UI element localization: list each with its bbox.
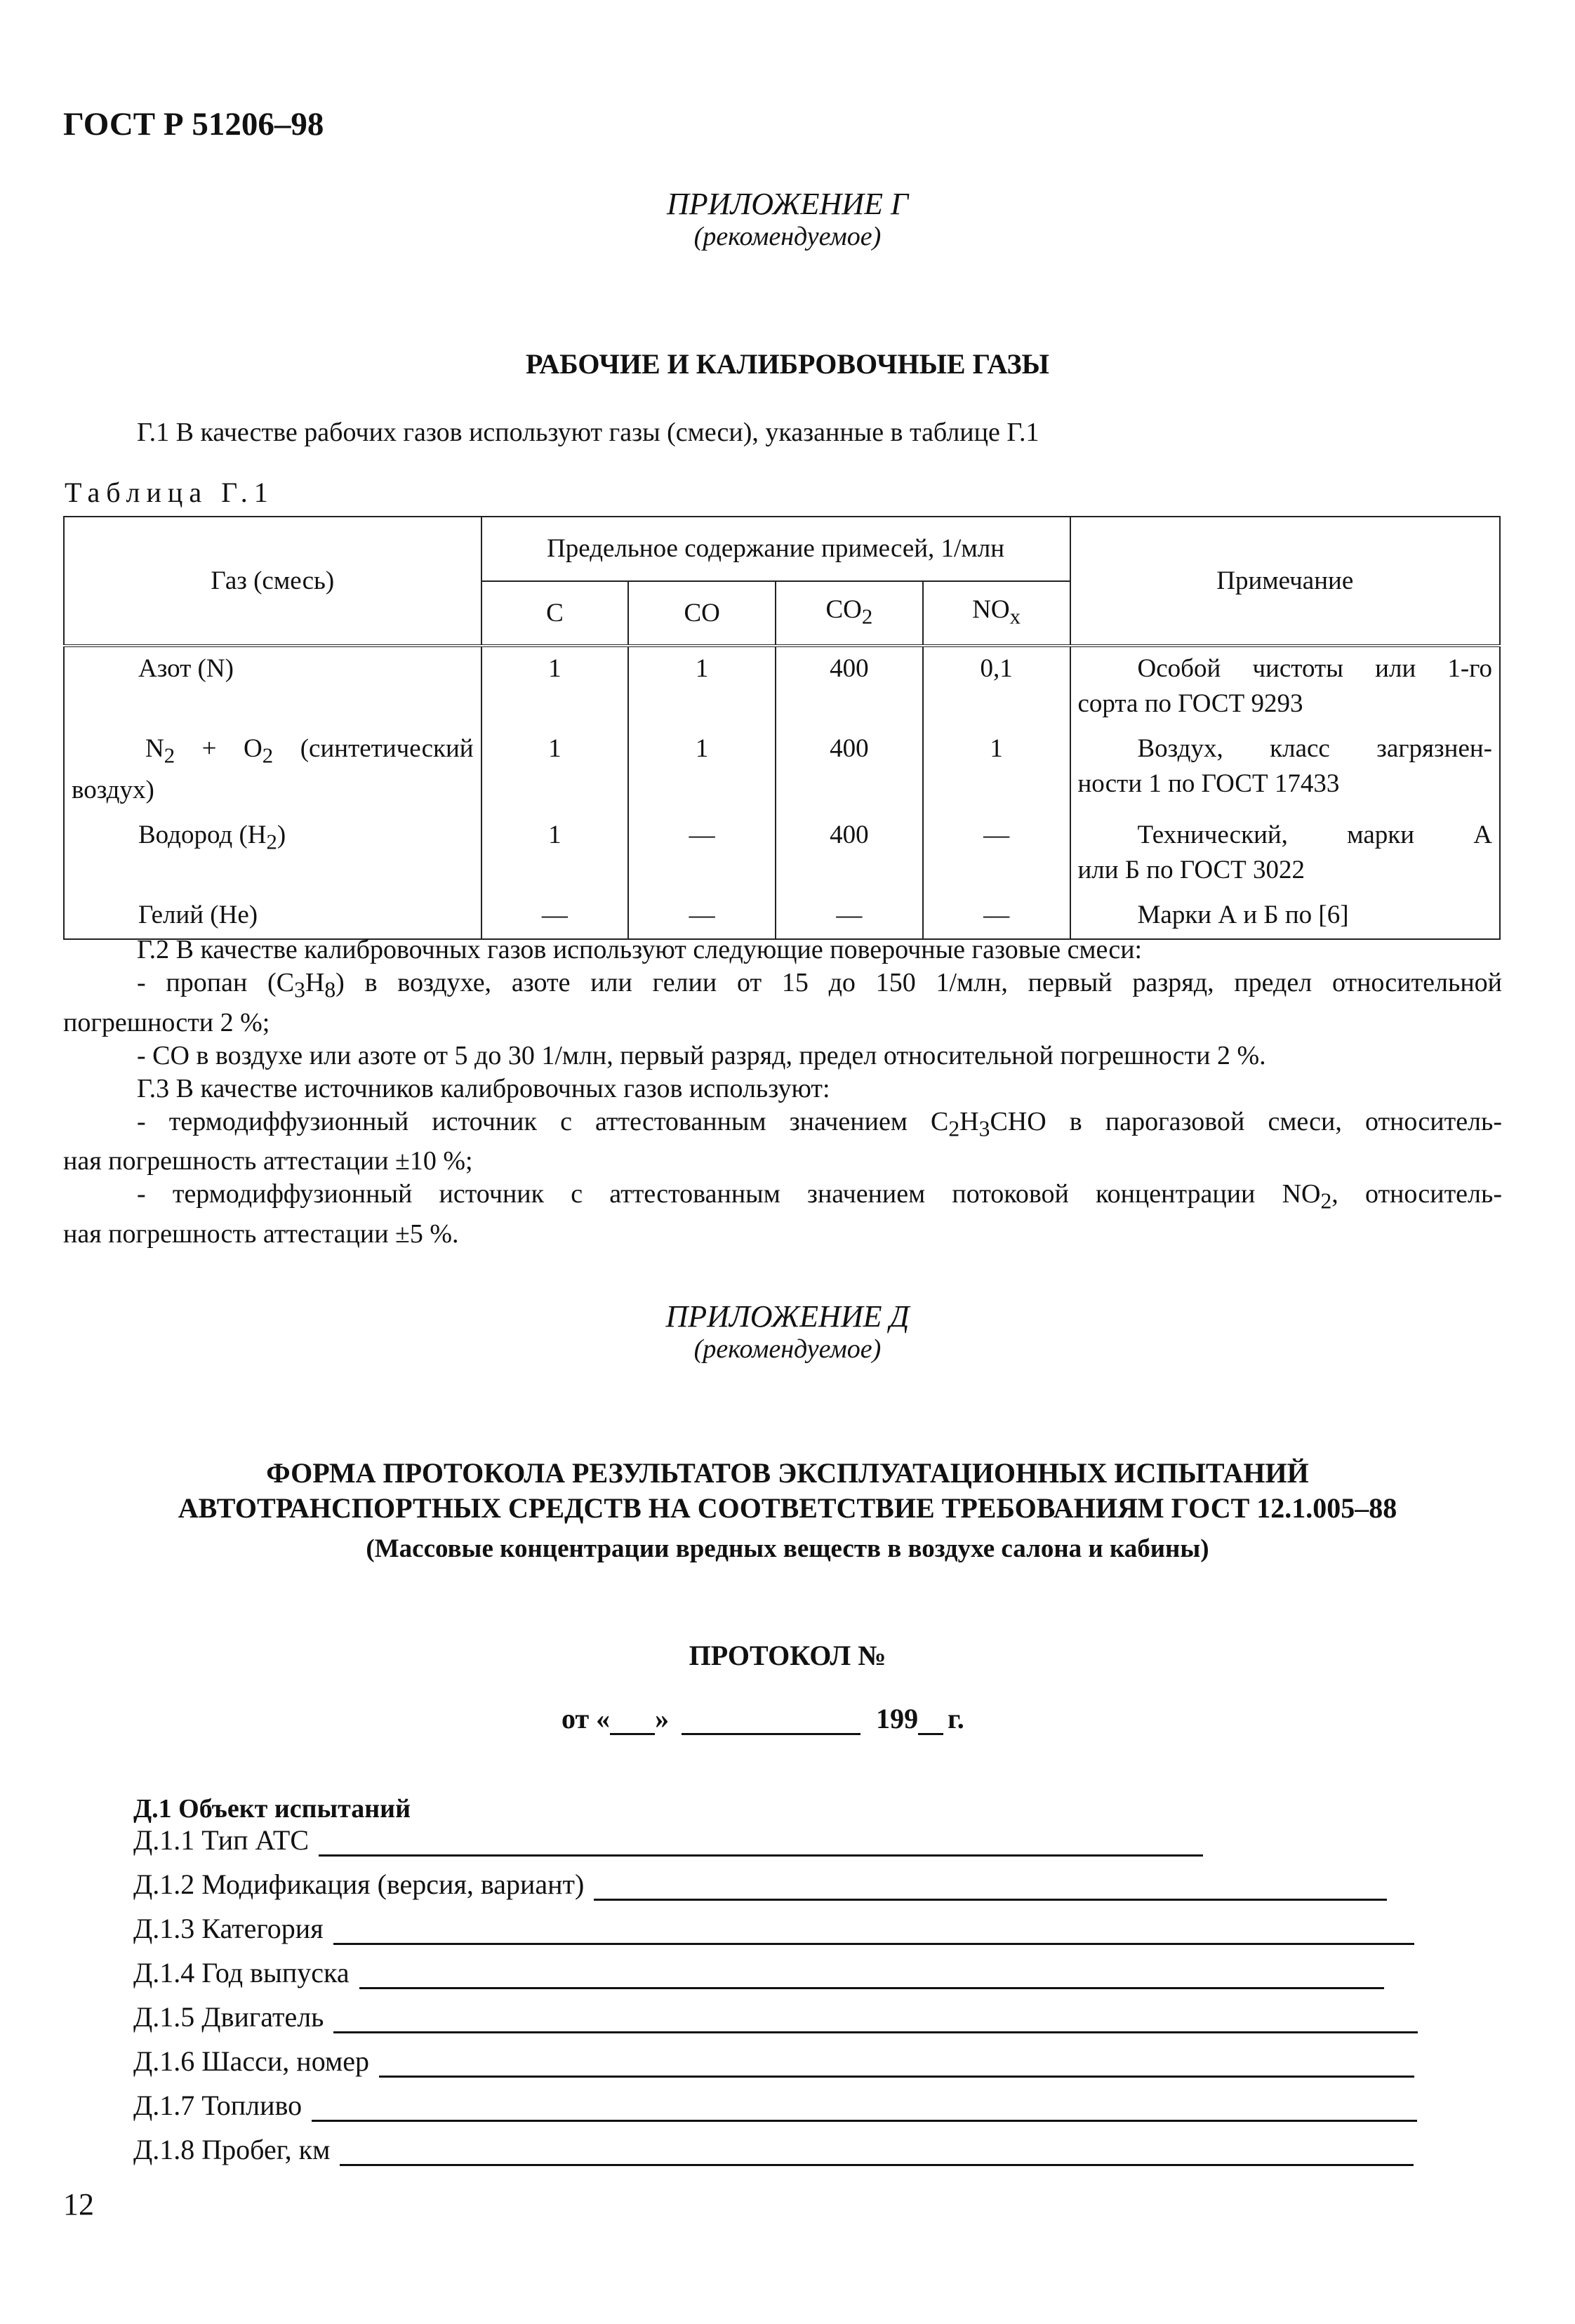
gas-table	[63, 516, 1501, 940]
g2-intro: Г.2 В качестве калибровочных газов используют следующие поверочные газовые смеси:	[137, 935, 1143, 964]
g2-g3-paragraphs	[63, 934, 1502, 1251]
field-label: Д.1.1 Тип АТС	[133, 1824, 310, 1856]
cell-co: —	[628, 814, 776, 894]
appendix-d-status: (рекомендуемое)	[693, 1334, 882, 1364]
sub-nox-header: $NO_x$	[923, 581, 1070, 646]
appendix-g-status: (рекомендуемое)	[693, 222, 882, 251]
mileage-input-line[interactable]	[340, 2137, 1414, 2166]
document-code: ГОСТ Р 51206–98	[63, 106, 324, 142]
appendix-d-heading-1: ФОРМА ПРОТОКОЛА РЕЗУЛЬТАТОВ ЭКСПЛУАТАЦИОННЫХ ИСПЫТАНИЙ	[266, 1457, 1309, 1489]
g3-intro: Г.3 В качестве источников калибровочных газов используют:	[137, 1073, 830, 1103]
sub-c-header: C	[481, 581, 629, 646]
cell-co2: 400	[776, 646, 923, 727]
col-note-header: Примечание	[1070, 517, 1501, 646]
cell-c: 1	[481, 727, 629, 814]
category-input-line[interactable]	[333, 1916, 1414, 1945]
g1-paragraph: Г.1 В качестве рабочих газов используют газы (смеси), указанные в таблице Г.1	[137, 418, 1039, 447]
appendix-g-heading: РАБОЧИЕ И КАЛИБРОВОЧНЫЕ ГАЗЫ	[526, 348, 1049, 380]
cell-gas: Водород $(H_2)$	[64, 814, 481, 894]
cell-nox: 1	[923, 727, 1070, 814]
field-row-chassis	[133, 2043, 1414, 2078]
cell-c: —	[481, 894, 629, 939]
cell-co2: —	[776, 894, 923, 939]
g3-source-b-cont: ная погрешность аттестации ±5 %.	[63, 1219, 459, 1249]
cell-co2: 400	[776, 727, 923, 814]
field-label: Д.1.6 Шасси, номер	[133, 2045, 370, 2077]
engine-input-line[interactable]	[333, 2005, 1418, 2033]
cell-c: 1	[481, 646, 629, 727]
cell-note: Технический, марки А или Б по ГОСТ 3022	[1070, 814, 1501, 894]
date-month-field[interactable]	[682, 1708, 860, 1735]
fuel-input-line[interactable]	[312, 2093, 1417, 2122]
appendix-d-heading-2: АВТОТРАНСПОРТНЫХ СРЕДСТВ НА СООТВЕТСТВИЕ ТРЕБОВАНИЯМ ГОСТ 12.1.005–88	[178, 1492, 1397, 1524]
cell-note: Особой чистоты или 1-го сорта по ГОСТ 9293	[1070, 646, 1501, 727]
cell-nox: —	[923, 814, 1070, 894]
cell-co: 1	[628, 727, 776, 814]
cell-co2: 400	[776, 814, 923, 894]
cell-co: —	[628, 894, 776, 939]
field-label: Д.1.8 Пробег, км	[133, 2134, 331, 2165]
protocol-date-line: от « » 199 г.	[561, 1703, 964, 1734]
field-label: Д.1.4 Год выпуска	[133, 1957, 350, 1988]
cell-nox: —	[923, 894, 1070, 939]
cell-nox: 0,1	[923, 646, 1070, 727]
field-row-engine	[133, 1998, 1418, 2033]
field-label: Д.1.5 Двигатель	[133, 2001, 324, 2033]
protocol-title: ПРОТОКОЛ №	[689, 1640, 886, 1671]
sub-co-header: CO	[628, 581, 776, 646]
field-row-category	[133, 1910, 1414, 1945]
cell-note: Марки А и Б по [6]	[1070, 894, 1501, 939]
cell-gas: Гелий (He)	[64, 894, 481, 939]
modification-input-line[interactable]	[594, 1872, 1387, 1901]
field-row-mileage	[133, 2131, 1414, 2166]
field-label: Д.1.3 Категория	[133, 1913, 324, 1944]
g3-source-a-cont: ная погрешность аттестации ±10 %;	[63, 1146, 473, 1176]
chassis-input-line[interactable]	[379, 2049, 1414, 2078]
cell-gas: Азот (N)	[64, 646, 481, 727]
table-row	[64, 814, 1500, 894]
field-row-year	[133, 1954, 1384, 1989]
field-row-type	[133, 1821, 1203, 1857]
appendix-d-title: ПРИЛОЖЕНИЕ Д	[665, 1299, 910, 1334]
table-caption: Таблица Г.1	[65, 477, 274, 508]
type-input-line[interactable]	[319, 1828, 1203, 1857]
field-row-fuel	[133, 2087, 1417, 2122]
field-label: Д.1.2 Модификация (версия, вариант)	[133, 1868, 585, 1900]
field-label: Д.1.7 Топливо	[133, 2090, 303, 2121]
g2-propane-cont: погрешности 2 %;	[63, 1007, 270, 1037]
col-limit-header: Предельное содержание примесей, 1/млн	[481, 517, 1070, 581]
year-input-line[interactable]	[359, 1960, 1384, 1989]
table-row	[64, 894, 1500, 939]
section-object: Д.1 Объект испытаний	[133, 1794, 411, 1824]
field-row-modification	[133, 1866, 1387, 1901]
table-row	[64, 727, 1500, 814]
appendix-d-heading-3: (Массовые концентрации вредных веществ в воздухе салона и кабины)	[366, 1534, 1209, 1563]
g2-co-line: - CO в воздухе или азоте от 5 до 30 1/млн, первый разряд, предел относительной погрешности 2 %.	[137, 1040, 1266, 1070]
cell-co: 1	[628, 646, 776, 727]
g3-source-b: - термодиффузионный источник с аттестованным значением потоковой концентрации $NO_2$, относитель-	[137, 1179, 1502, 1214]
g3-source-a: - термодиффузионный источник с аттестованным значением $C_2H_3CHO$ в парогазовой смеси, относитель-	[137, 1106, 1503, 1141]
table-row	[64, 646, 1500, 727]
sub-co2-header: $CO_2$	[776, 581, 923, 646]
cell-c: 1	[481, 814, 629, 894]
date-year-field[interactable]	[918, 1708, 943, 1735]
page-number: 12	[63, 2187, 94, 2222]
appendix-g-title: ПРИЛОЖЕНИЕ Г	[667, 187, 908, 221]
date-day-field[interactable]	[610, 1708, 655, 1735]
col-gas-header: Газ (смесь)	[64, 517, 481, 646]
cell-gas: $N_2 + O_2$ (синтетический воздух)	[64, 727, 481, 814]
cell-note: Воздух, класс загрязнен- ности 1 по ГОСТ 17433	[1070, 727, 1501, 814]
g2-propane-line: - пропан $(C_3H_8)$ в воздухе, азоте или гелии от 15 до 150 1/млн, первый разряд, предел относительной	[137, 968, 1503, 1002]
